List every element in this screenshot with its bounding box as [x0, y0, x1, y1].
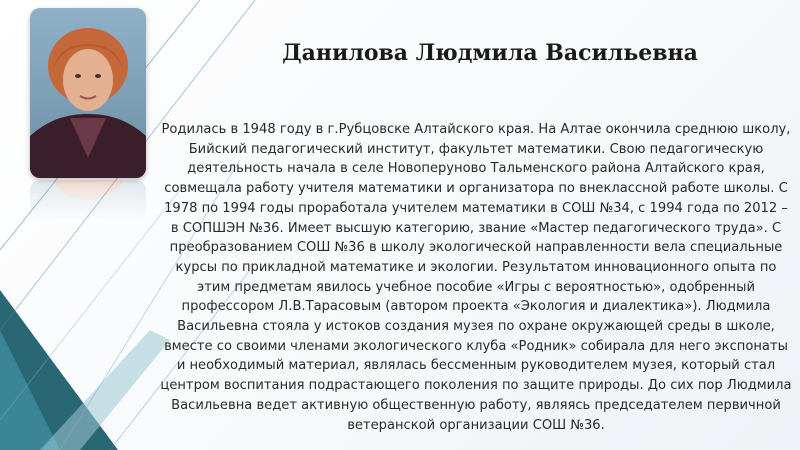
page-title: Данилова Людмила Васильевна	[282, 40, 698, 66]
portrait-reflection	[30, 180, 146, 220]
biography-text: Родилась в 1948 году в г.Рубцовске Алтайского края. На Алтае окончила среднюю школу, Бийский педагогический институт, факультет математики. Свою педагогическую деятельность начала в селе Новоперуново Тальменского района Алтайского края, совмещала работу учителя математики и организатора по внеклассной работе школы. С 1978 по 1994 годы проработала учителем математики в СОШ №34, с 1994 года по 2012 – в СОПШЭН №36. Имеет высшую категорию, звание «Мастер педагогического труда». С преобразованием СОШ №36 в школу экологической направленности вела специальные курсы по прикладной математике и экологии. Результатом инновационного опыта по этим предметам явилось учебное пособие «Игры с вероятностью», одобренный профессором Л.В.Тарасовым (автором проекта «Экология и диалектика»). Людмила Васильевна стояла у истоков создания музея по охране окружающей среды в школе, вместе со своими членами экологического клуба «Родник» собирала для него экспонаты и необходимый материал, являлась бессменным руководителем музея, который стал центром воспитания подрастающего поколения по защите природы. До сих пор Людмила Васильевна ведет активную общественную работу, являясь председателем первичной ветеранской организации СОШ №36.	[160, 122, 792, 433]
deco-line-4	[0, 190, 180, 420]
portrait-photo	[30, 8, 146, 178]
